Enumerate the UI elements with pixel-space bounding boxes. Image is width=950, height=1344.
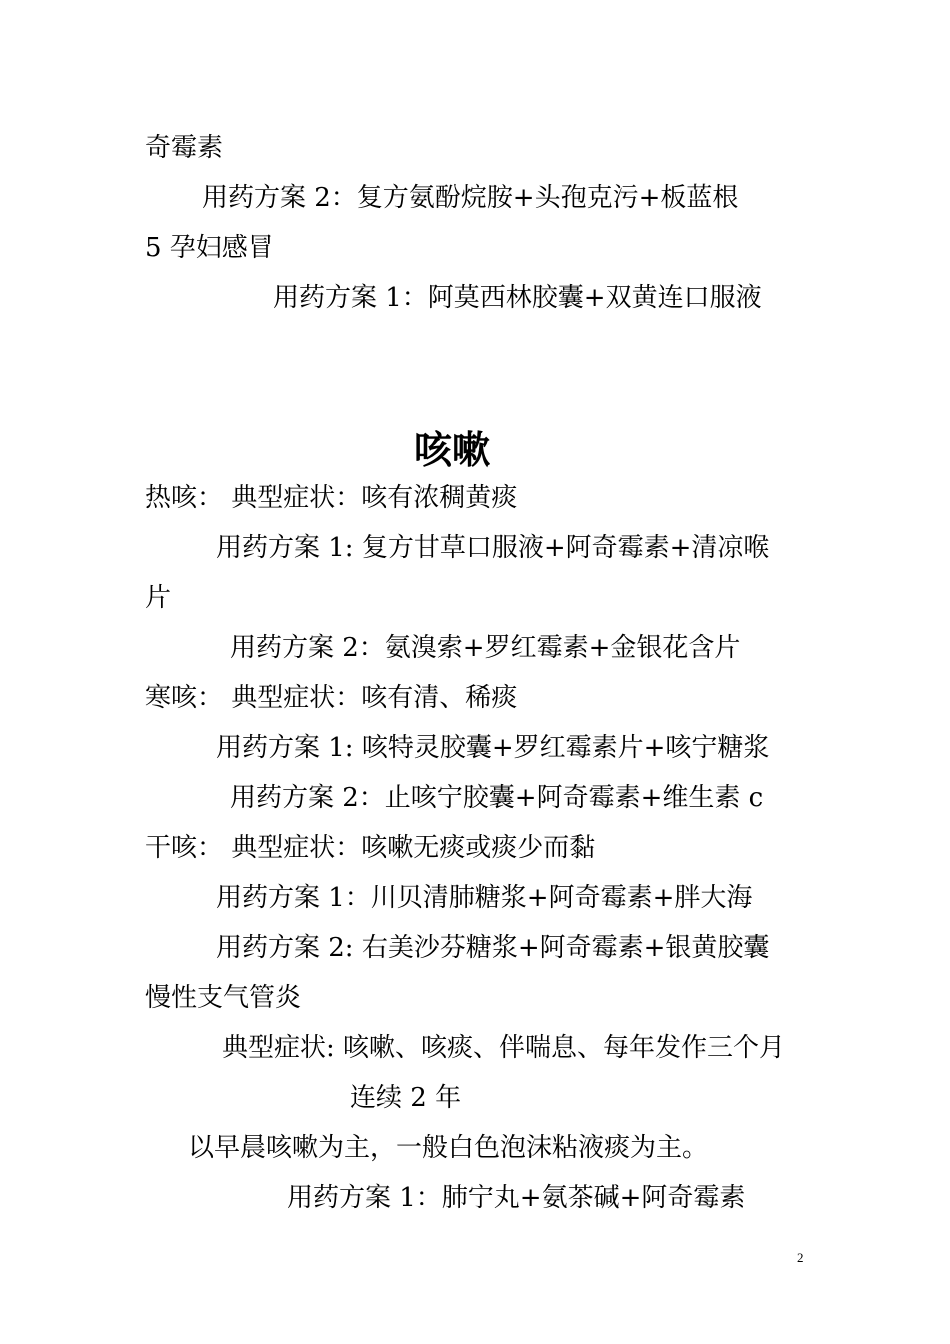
section-title: 咳嗽	[414, 427, 491, 472]
text-line: 以早晨咳嗽为主，一般白色泡沫粘液痰为主。	[188, 1133, 709, 1163]
text-line: 典型症状: 咳嗽、咳痰、伴喘息、每年发作三个月	[222, 1033, 786, 1063]
text-line: 干咳： 典型症状：咳嗽无痰或痰少而黏	[145, 833, 596, 863]
text-line: 连续 2 年	[350, 1083, 462, 1113]
text-line: 用药方案 1：阿莫西林胶囊+双黄连口服液	[273, 283, 762, 313]
text-line: 用药方案 1: 复方甘草口服液+阿奇霉素+清凉喉	[216, 533, 770, 563]
text-line: 片	[145, 583, 172, 613]
text-line: 用药方案 2: 右美沙芬糖浆+阿奇霉素+银黄胶囊	[216, 933, 770, 963]
text-line: 慢性支气管炎	[145, 983, 302, 1013]
text-line: 用药方案 2：止咳宁胶囊+阿奇霉素+维生素 c	[230, 783, 764, 813]
text-line: 用药方案 2：氨溴索+罗红霉素+金银花含片	[230, 633, 741, 663]
text-line: 5 孕妇感冒	[145, 233, 274, 263]
text-line: 用药方案 1: 咳特灵胶囊+罗红霉素片+咳宁糖浆	[216, 733, 770, 763]
text-line: 热咳： 典型症状：咳有浓稠黄痰	[145, 483, 518, 513]
text-line: 用药方案 2：复方氨酚烷胺+头孢克污+板蓝根	[202, 183, 739, 213]
page-number: 2	[797, 1250, 804, 1265]
text-line: 用药方案 1：川贝清肺糖浆+阿奇霉素+胖大海	[216, 883, 753, 913]
text-line: 用药方案 1：肺宁丸+氨茶碱+阿奇霉素	[287, 1183, 746, 1213]
text-line: 寒咳： 典型症状：咳有清、稀痰	[145, 683, 518, 713]
text-line: 奇霉素	[145, 133, 224, 163]
